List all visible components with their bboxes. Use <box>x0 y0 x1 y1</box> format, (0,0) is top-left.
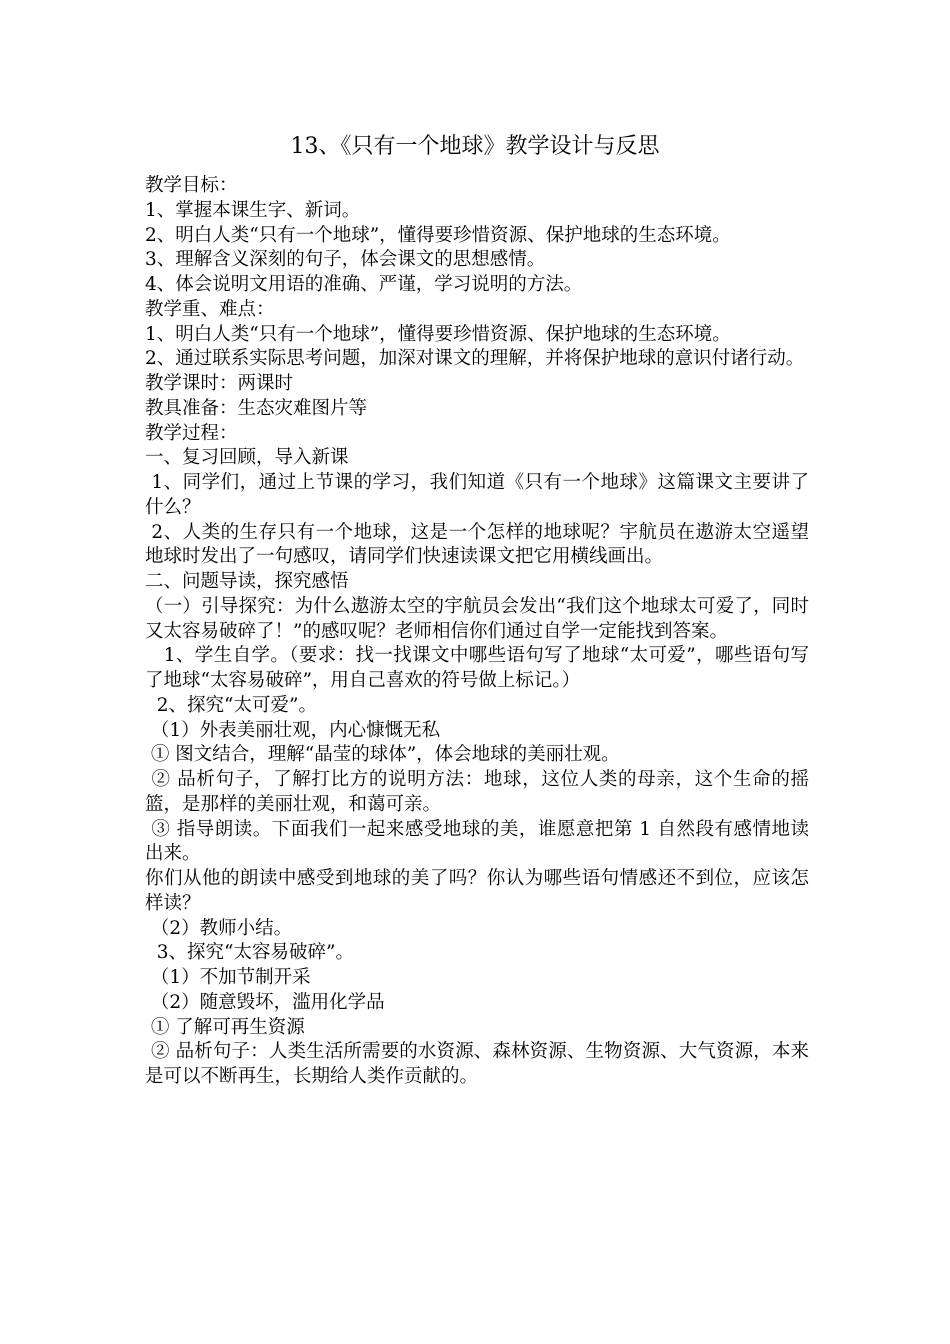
objective-item: 1、掌握本课生字、新词。 <box>145 199 361 221</box>
paragraph: （1）不加节制开采 <box>145 967 311 988</box>
objective-item: 2、明白人类“只有一个地球”，懂得要珍惜资源、保护地球的生态环境。 <box>145 224 731 246</box>
objective-item: 4、体会说明文用语的准确、严谨，学习说明的方法。 <box>145 274 583 295</box>
class-hours: 教学课时：两课时 <box>145 373 294 394</box>
paragraph: 1、学生自学。（要求：找一找课文中哪些语句写了地球“太可爱”，哪些语句写了地球“太容易破碎”，用自己喜欢的符号做上标记。） <box>145 645 809 691</box>
paragraph: （1）外表美丽壮观，内心慷慨无私 <box>145 719 441 741</box>
section-heading-key-points: 教学重、难点： <box>145 298 275 320</box>
document-title: 13、《只有一个地球》教学设计与反思 <box>290 134 660 159</box>
paragraph: （2）教师小结。 <box>145 917 293 939</box>
key-point-item: 2、通过联系实际思考问题，加深对课文的理解，并将保护地球的意识付诸行动。 <box>145 348 805 370</box>
paragraph: （一）引导探究：为什么遨游太空的宇航员会发出“我们这个地球太可爱了，同时又太容易破碎了！”的感叹呢？老师相信你们通过自学一定能找到答案。 <box>145 595 809 642</box>
paragraph: 2、探究“太可爱”。 <box>145 694 317 716</box>
teaching-aids: 教具准备：生态灾难图片等 <box>145 397 368 419</box>
paragraph: ② 品析句子：人类生活所需要的水资源、森林资源、生物资源、大气资源，本来是可以不断再生，长期给人类作贡献的。 <box>145 1041 809 1087</box>
paragraph: 1、同学们，通过上节课的学习，我们知道《只有一个地球》这篇课文主要讲了什么？ <box>145 472 809 518</box>
paragraph: ② 品析句子，了解打比方的说明方法：地球，这位人类的母亲，这个生命的摇篮，是那样的美丽壮观，和蔼可亲。 <box>145 769 809 815</box>
paragraph: ① 图文结合，理解“晶莹的球体”，体会地球的美丽壮观。 <box>145 744 620 766</box>
key-point-item: 1、明白人类“只有一个地球”，懂得要珍惜资源、保护地球的生态环境。 <box>145 323 731 345</box>
paragraph: ③ 指导朗读。下面我们一起来感受地球的美，谁愿意把第 1 自然段有感情地读出来。 <box>145 818 809 865</box>
objective-item: 3、理解含义深刻的句子，体会课文的思想感情。 <box>145 249 546 271</box>
section-heading-objectives: 教学目标： <box>145 175 238 196</box>
document-body <box>145 174 809 1090</box>
paragraph: （2）随意毁坏，滥用化学品 <box>145 991 385 1013</box>
process-step-heading: 二、问题导读，探究感悟 <box>145 571 349 592</box>
paragraph: 2、人类的生存只有一个地球，这是一个怎样的地球呢？宇航员在遨游太空遥望地球时发出了一句感叹，请同学们快速读课文把它用横线画出。 <box>145 521 809 568</box>
section-heading-process: 教学过程： <box>145 422 238 444</box>
paragraph: 3、探究“太容易破碎”。 <box>145 942 354 964</box>
paragraph: 你们从他的朗读中感受到地球的美了吗？你认为哪些语句情感还不到位，应该怎样读？ <box>145 868 809 914</box>
paragraph: ① 了解可再生资源 <box>145 1016 305 1038</box>
process-step-heading: 一、复习回顾，导入新课 <box>145 447 349 469</box>
